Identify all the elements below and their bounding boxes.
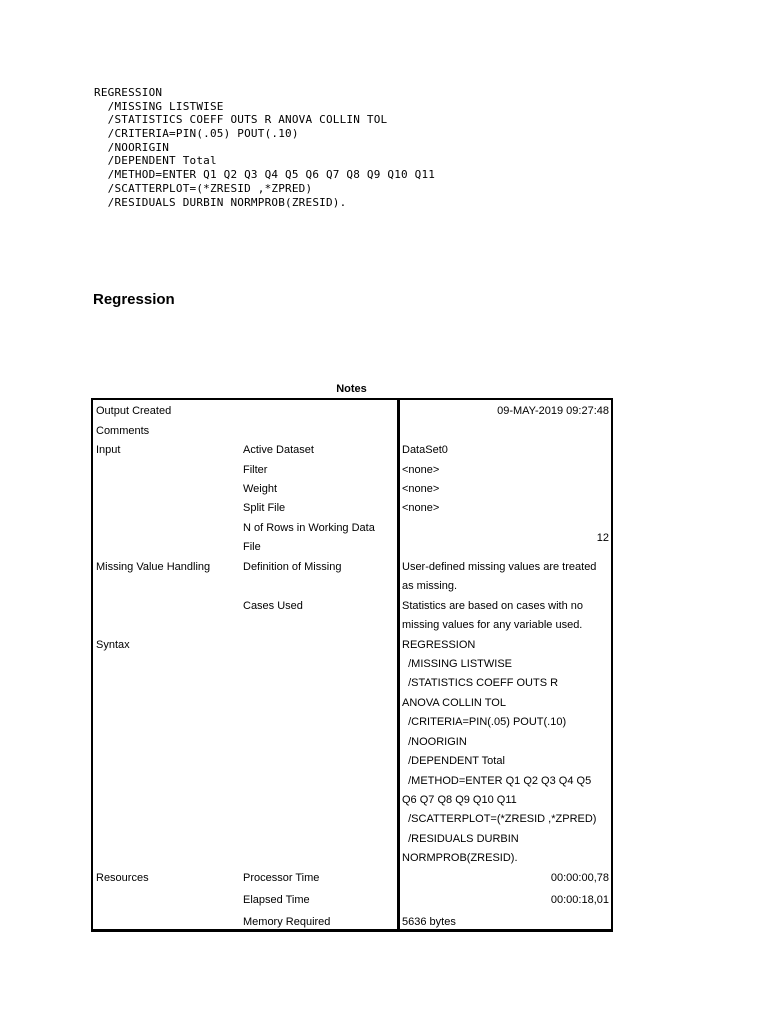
notes-table [91, 398, 613, 932]
definition-of-missing-value-cont: as missing. [402, 580, 458, 592]
memory-required-value: 5636 bytes [402, 916, 456, 928]
elapsed-time-value: 00:00:18,01 [550, 894, 609, 906]
split-file-value: <none> [402, 502, 440, 514]
syntax-label: Syntax [96, 639, 130, 651]
syntax-value-line: /RESIDUALS DURBIN [402, 833, 519, 845]
syntax-value-line: REGRESSION [402, 639, 476, 651]
memory-required-label: Memory Required [243, 916, 331, 928]
n-rows-value: 12 [596, 532, 609, 544]
syntax-line: /STATISTICS COEFF OUTS R ANOVA COLLIN TOL [94, 113, 388, 127]
filter-value: <none> [402, 464, 440, 476]
syntax-line: /RESIDUALS DURBIN NORMPROB(ZRESID). [94, 195, 347, 209]
syntax-line: /MISSING LISTWISE [94, 99, 224, 113]
active-dataset-value: DataSet0 [402, 444, 448, 456]
processor-time-value: 00:00:00,78 [550, 872, 609, 884]
cases-used-value: Statistics are based on cases with no [402, 600, 583, 612]
syntax-value-line: /DEPENDENT Total [402, 755, 505, 767]
elapsed-time-label: Elapsed Time [243, 894, 310, 906]
split-file-label: Split File [243, 502, 286, 514]
syntax-value-line: /METHOD=ENTER Q1 Q2 Q3 Q4 Q5 [402, 775, 592, 787]
cases-used-value-cont: missing values for any variable used. [402, 619, 583, 631]
weight-label: Weight [243, 483, 278, 495]
weight-value: <none> [402, 483, 440, 495]
output-created-label: Output Created [96, 405, 172, 417]
definition-of-missing-label: Definition of Missing [243, 561, 342, 573]
syntax-value-line: /MISSING LISTWISE [402, 658, 513, 670]
comments-label: Comments [96, 425, 150, 437]
n-rows-label-cont: File [243, 541, 261, 553]
syntax-line: /CRITERIA=PIN(.05) POUT(.10) [94, 127, 299, 141]
resources-label: Resources [96, 872, 149, 884]
syntax-line: /SCATTERPLOT=(*ZRESID ,*ZPRED) [94, 181, 313, 195]
syntax-line: REGRESSION [94, 86, 163, 99]
filter-label: Filter [243, 464, 268, 476]
missing-value-handling-label: Missing Value Handling [96, 561, 211, 573]
syntax-value-line: /CRITERIA=PIN(.05) POUT(.10) [402, 716, 567, 728]
output-created-value: 09-MAY-2019 09:27:48 [497, 405, 609, 417]
syntax-line: /METHOD=ENTER Q1 Q2 Q3 Q4 Q5 Q6 Q7 Q8 Q9 Q10 Q11 [94, 168, 436, 182]
syntax-line: /DEPENDENT Total [94, 154, 217, 168]
table-divider [397, 398, 400, 932]
input-label: Input [96, 444, 121, 456]
definition-of-missing-value: User-defined missing values are treated [402, 561, 597, 573]
syntax-value-line: /NOORIGIN [402, 736, 467, 748]
syntax-value-line: ANOVA COLLIN TOL [402, 697, 506, 709]
syntax-value-line: /SCATTERPLOT=(*ZRESID ,*ZPRED) [402, 813, 597, 825]
section-heading: Regression [93, 291, 175, 308]
syntax-value-line: NORMPROB(ZRESID). [402, 852, 518, 864]
cases-used-label: Cases Used [243, 600, 303, 612]
processor-time-label: Processor Time [243, 872, 320, 884]
notes-table-title: Notes [336, 383, 367, 395]
syntax-line: /NOORIGIN [94, 140, 170, 154]
syntax-block [94, 86, 435, 209]
n-rows-label: N of Rows in Working Data [243, 522, 375, 534]
active-dataset-label: Active Dataset [243, 444, 314, 456]
syntax-value-line: /STATISTICS COEFF OUTS R [402, 677, 559, 689]
syntax-value-line: Q6 Q7 Q8 Q9 Q10 Q11 [402, 794, 517, 806]
